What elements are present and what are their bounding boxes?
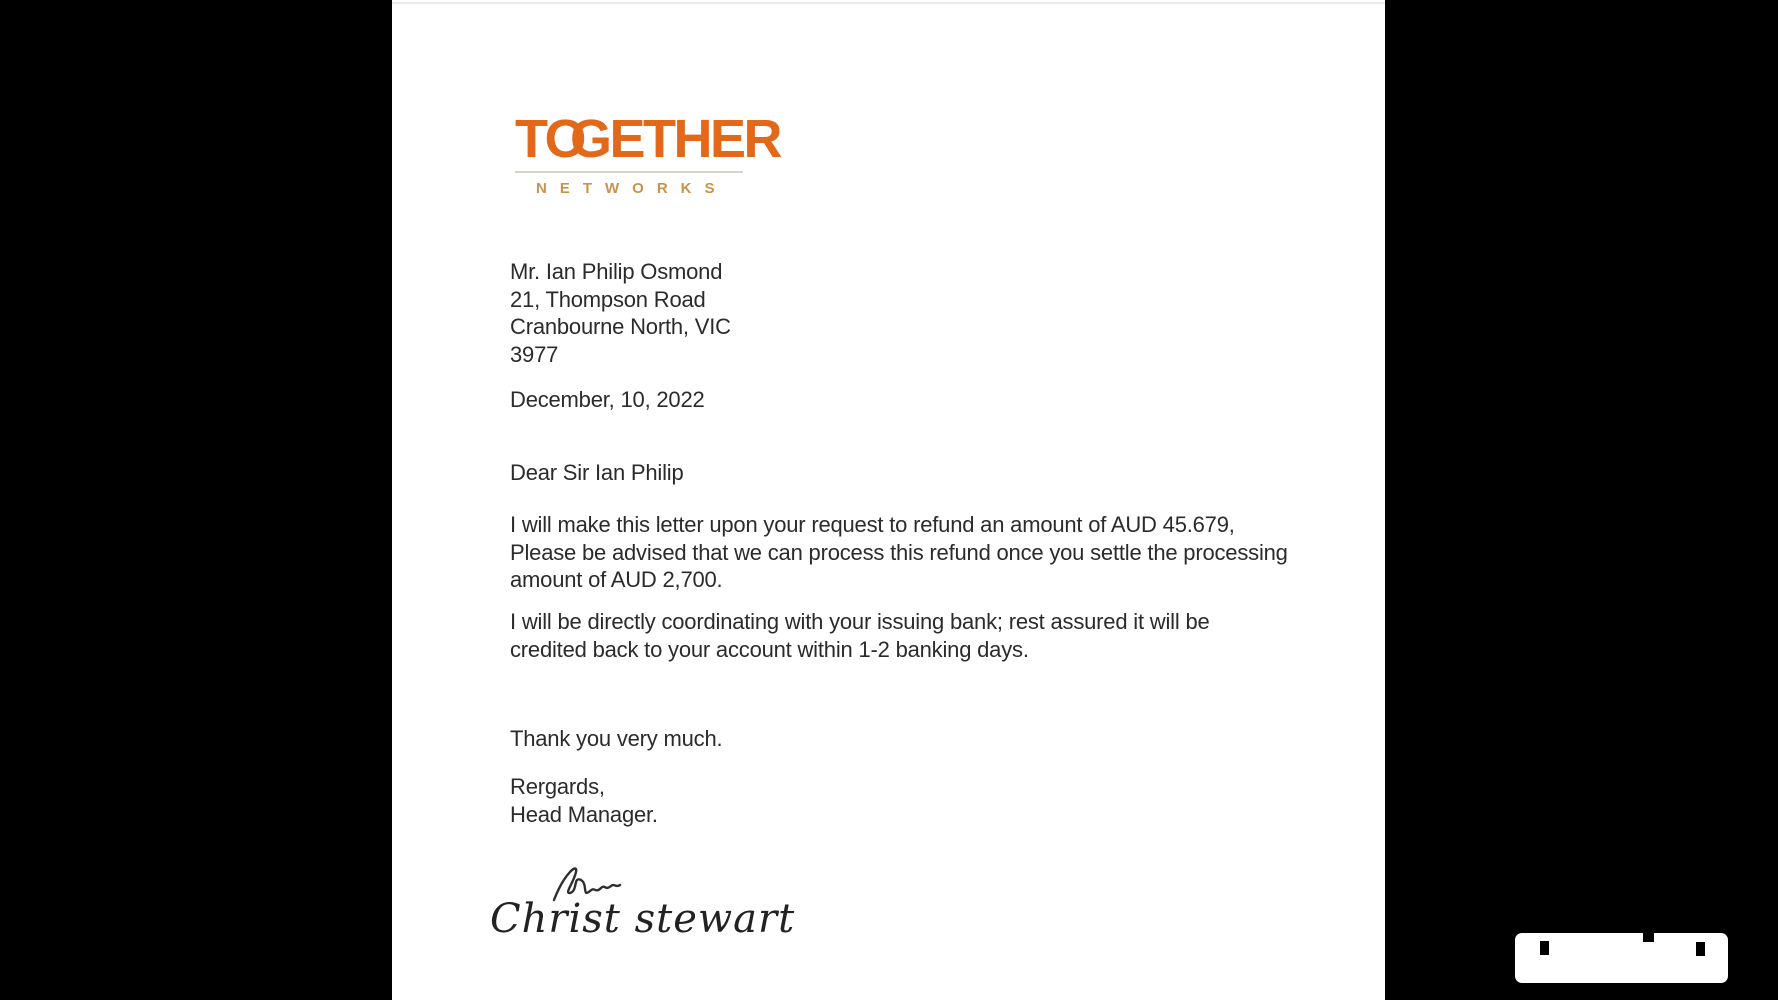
closing-title-line: Head Manager.	[510, 801, 658, 827]
signature-name: Christ stewart	[490, 896, 796, 942]
closing-block	[510, 773, 658, 828]
page-top-edge	[392, 2, 1385, 4]
watermark-mark-icon	[1643, 933, 1654, 942]
body-paragraph-2	[510, 608, 1210, 663]
watermark-mark-icon	[1540, 941, 1549, 955]
recipient-city-line: Cranbourne North, VIC	[510, 314, 731, 339]
logo-subtitle: NETWORKS	[536, 180, 728, 197]
letter-date: December, 10, 2022	[510, 387, 705, 412]
salutation: Dear Sir Ian Philip	[510, 460, 684, 485]
closing-regards-line: Rergards,	[510, 774, 605, 799]
paragraph-line: Please be advised that we can process this refund once you settle the processing	[510, 539, 1288, 565]
body-paragraph-1	[510, 511, 1288, 594]
logo-title-part1: TO	[515, 109, 585, 169]
company-logo	[515, 109, 781, 197]
logo-title-part2: GETHER	[570, 109, 781, 169]
recipient-postcode-line: 3977	[510, 341, 559, 367]
recipient-address	[510, 258, 731, 368]
watermark-box	[1515, 933, 1728, 983]
recipient-street-line: 21, Thompson Road	[510, 286, 706, 312]
letter-page	[392, 0, 1385, 1000]
logo-title	[515, 109, 781, 169]
watermark-mark-icon	[1696, 942, 1705, 956]
thanks-line: Thank you very much.	[510, 726, 723, 751]
paragraph-line: credited back to your account within 1-2 banking days.	[510, 636, 1029, 662]
logo-divider-line	[515, 171, 743, 173]
paragraph-line: I will be directly coordinating with your issuing bank; rest assured it will be	[510, 609, 1210, 634]
recipient-name-line: Mr. Ian Philip Osmond	[510, 259, 723, 284]
paragraph-line: amount of AUD 2,700.	[510, 567, 723, 592]
paragraph-line: I will make this letter upon your request to refund an amount of AUD 45.679,	[510, 512, 1235, 537]
